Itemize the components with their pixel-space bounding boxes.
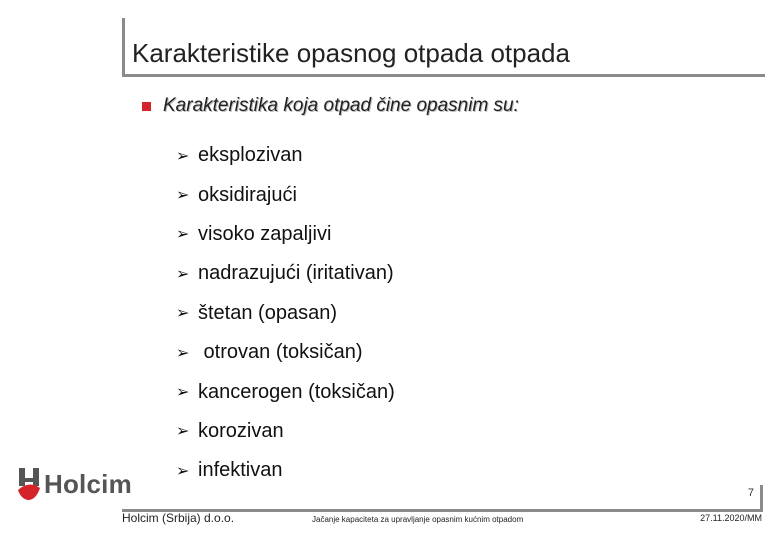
footer-project: Jačanje kapaciteta za upravljanje opasnim kućnim otpadom <box>312 515 524 524</box>
list-item <box>176 215 395 254</box>
list-item-text: eksplozivan <box>198 144 303 167</box>
list-item <box>176 175 395 214</box>
list-item-text: korozivan <box>198 419 284 442</box>
arrow-bullet-icon: ➢ <box>176 344 190 362</box>
footer-company: Holcim (Srbija) d.o.o. <box>122 511 235 525</box>
arrow-bullet-icon: ➢ <box>176 462 190 480</box>
footer-frame <box>122 485 763 512</box>
slide-title: Karakteristike opasnog otpada otpada <box>132 38 570 68</box>
list-item-text: kancerogen (toksičan) <box>198 380 395 403</box>
list-item <box>176 136 395 175</box>
square-bullet-icon <box>142 102 151 111</box>
holcim-logo <box>16 466 132 502</box>
list-item <box>176 254 395 293</box>
arrow-bullet-icon: ➢ <box>176 147 190 165</box>
list-item-text: visoko zapaljivi <box>198 222 332 245</box>
list-item-text: nadrazujući (iritativan) <box>198 262 394 285</box>
list-item <box>176 372 395 411</box>
lead-text: Karakteristika koja otpad čine opasnim su: <box>163 95 519 116</box>
footer-date: 27.11.2020/MM <box>700 513 762 523</box>
arrow-bullet-icon: ➢ <box>176 226 190 244</box>
list-item-text: infektivan <box>198 459 283 482</box>
lead-bullet-row <box>142 95 519 117</box>
arrow-bullet-icon: ➢ <box>176 305 190 323</box>
arrow-bullet-icon: ➢ <box>176 384 190 402</box>
list-item <box>176 294 395 333</box>
logo-text: Holcim <box>44 468 132 499</box>
list-item-text: oksidirajući <box>198 183 297 206</box>
page-number: 7 <box>747 487 754 499</box>
list-item <box>176 412 395 451</box>
arrow-bullet-icon: ➢ <box>176 423 190 441</box>
holcim-h-logo-icon <box>16 466 42 502</box>
list-item-text: štetan (opasan) <box>198 301 337 324</box>
list-item-text: otrovan (toksičan) <box>198 341 363 364</box>
arrow-bullet-icon: ➢ <box>176 265 190 283</box>
characteristics-list <box>176 136 395 491</box>
arrow-bullet-icon: ➢ <box>176 187 190 205</box>
list-item <box>176 333 395 372</box>
